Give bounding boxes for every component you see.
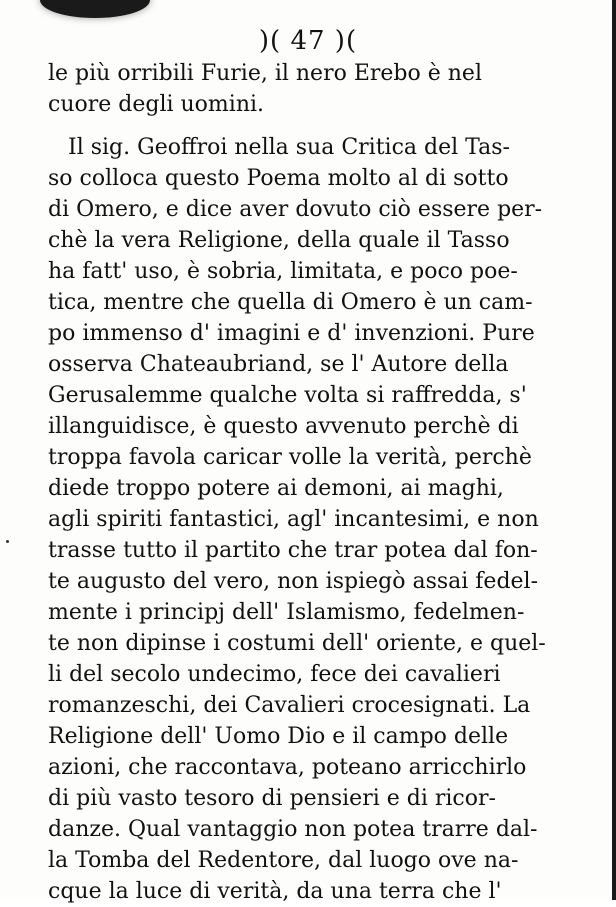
text-line: so colloca questo Poema molto al di sotto: [48, 166, 509, 191]
text-line: chè la vera Religione, della quale il Tasso: [48, 228, 510, 253]
text-line: Religione dell' Uomo Dio e il campo delle: [48, 724, 509, 749]
paper-speck: [6, 540, 9, 543]
page-binding-edge: [612, 0, 616, 900]
text-line: la Tomba del Redentore, dal luogo ove na-: [48, 848, 519, 873]
text-line: po immenso d' imagini e d' invenzioni. Pure: [48, 321, 535, 346]
text-line: mente i principj dell' Islamismo, fedelmen-: [48, 600, 525, 625]
text-line: trasse tutto il partito che trar potea dal fon-: [48, 538, 538, 563]
text-line: di Omero, e dice aver dovuto ciò essere per-: [48, 197, 543, 222]
text-line: diede troppo potere ai demoni, ai maghi,: [48, 476, 504, 501]
text-line: agli spiriti fantastici, agl' incantesimi, e non: [48, 507, 539, 532]
text-line: Gerusalemme qualche volta si raffredda, s': [48, 383, 527, 408]
text-line: te non dipinse i costumi dell' oriente, e quel-: [48, 631, 546, 656]
paragraph-2: [48, 132, 546, 907]
page-number: )( 47 )(: [258, 26, 358, 56]
paragraph-1: [48, 58, 482, 120]
text-line: tica, mentre che quella di Omero è un cam-: [48, 290, 533, 315]
text-line: troppa favola caricar volle la verità, perchè: [48, 445, 532, 470]
body-text: [48, 58, 546, 907]
text-line: le più orribili Furie, il nero Erebo è nel: [48, 61, 482, 86]
text-line: te augusto del vero, non ispiegò assai fedel-: [48, 569, 539, 594]
page-corner-shadow: [40, 0, 150, 18]
text-line: cuore degli uomini.: [48, 92, 265, 117]
text-line: illanguidisce, è questo avvenuto perchè di: [48, 414, 519, 439]
text-line: romanzeschi, dei Cavalieri crocesignati. La: [48, 693, 531, 718]
text-line: danze. Qual vantaggio non potea trarre dal-: [48, 817, 538, 842]
text-line: Il sig. Geoffroi nella sua Critica del Tas-: [68, 135, 510, 160]
text-line: ha fatt' uso, è sobria, limitata, e poco poe-: [48, 259, 518, 284]
text-line: li del secolo undecimo, fece dei cavalieri: [48, 662, 501, 687]
text-line: di più vasto tesoro di pensieri e di ricor-: [48, 786, 496, 811]
text-line: osserva Chateaubriand, se l' Autore della: [48, 352, 509, 377]
text-line: cque la luce di verità, da una terra che l': [48, 879, 502, 904]
text-line: azioni, che raccontava, poteano arricchirlo: [48, 755, 527, 780]
